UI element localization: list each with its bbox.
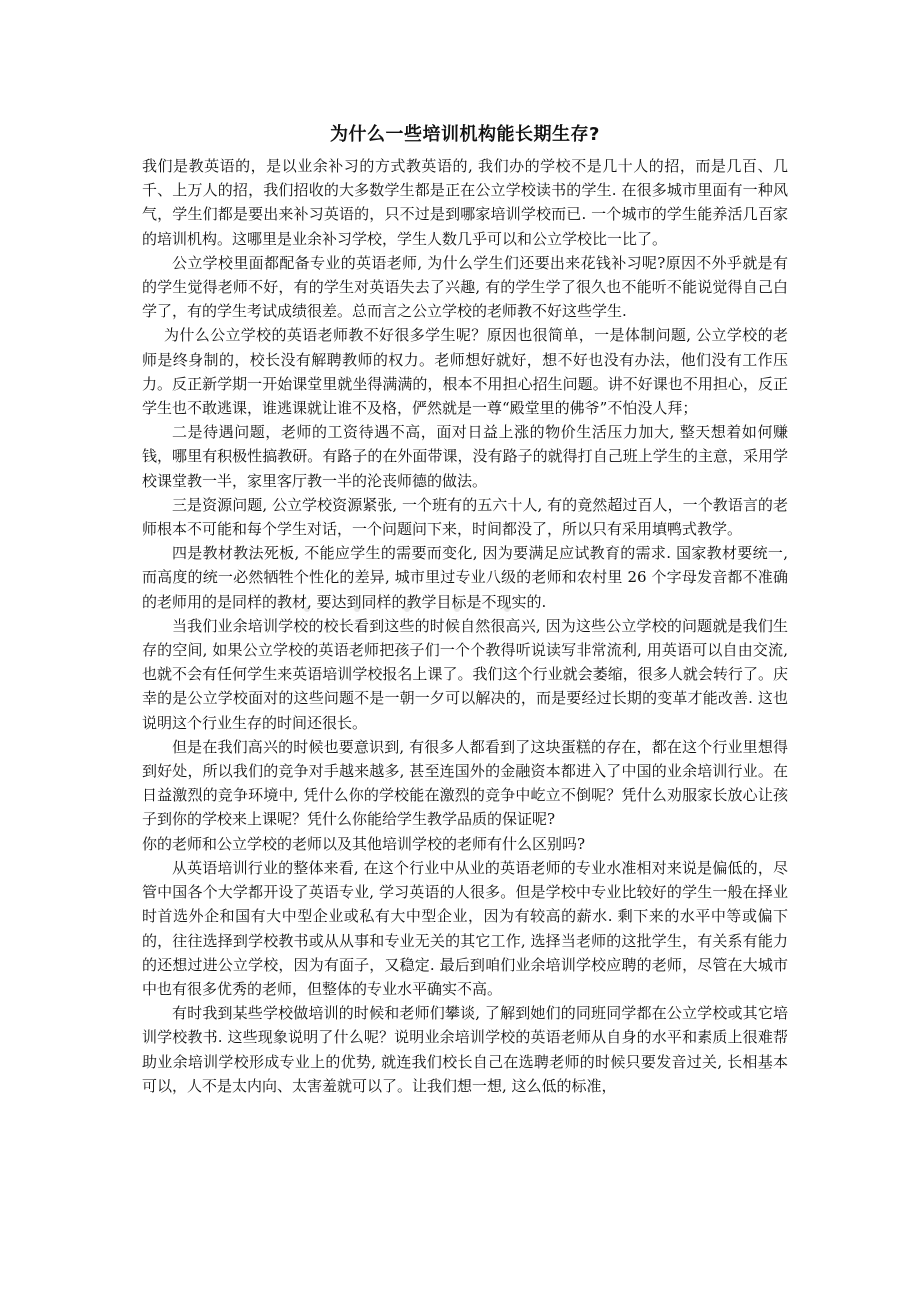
paragraph-resource-problem: 三是资源问题, 公立学校资源紧张, 一个班有的五六十人, 有的竟然超过百人，一个教语言的老师根本不可能和每个学生对话，一个问题问下来，时间都没了，所以只有采用填鸭式教学。	[142, 495, 788, 539]
paragraph-system-problem: 为什么公立学校的英语老师教不好很多学生呢？原因也很简单，一是体制问题, 公立学校的老师是终身制的，校长没有解聘教师的权力。老师想好就好，想不好也没有办法，他们没有工作压力。反正新学期一开始课堂里就坐得满满的，根本不用担心招生问题。讲不好课也不用担心，反正学生也不敢逃课，谁逃课就让谁不及格，俨然就是一尊“殿堂里的佛爷”不怕没人拜；	[142, 326, 788, 418]
paragraph-public-school-teachers: 公立学校里面都配备专业的英语老师, 为什么学生们还要出来花钱补习呢?原因不外乎就是有的学生觉得老师不好，有的学生对英语失去了兴趣, 有的学生学了很久也不能听不能说觉得自己白学了，有的学生考试成绩很差。总而言之公立学校的老师教不好这些学生.	[142, 253, 788, 321]
document-body	[142, 118, 788, 1098]
paragraph-training-observations: 有时我到某些学校做培训的时候和老师们攀谈, 了解到她们的同班同学都在公立学校或其它培训学校教书. 这些现象说明了什么呢？说明业余培训学校的英语老师从自身的水平和素质上很难帮助业余培训学校形成专业上的优势, 就连我们校长自己在选聘老师的时候只要发音过关, 长相基本可以，人不是太内向、太害羞就可以了。让我们想一想, 这么低的标准，	[142, 1004, 788, 1095]
paragraph-competition: 但是在我们高兴的时候也要意识到, 有很多人都看到了这块蛋糕的存在，都在这个行业里想得到好处，所以我们的竞争对手越来越多, 甚至连国外的金融资本都进入了中国的业余培训行业。在日益激烈的竞争环境中, 凭什么你的学校能在激烈的竞争中屹立不倒呢？凭什么劝服家长放心让孩子到你的学校来上课呢？凭什么你能给学生教学品质的保证呢?	[142, 737, 788, 829]
paragraph-industry-overview: 从英语培训行业的整体来看, 在这个行业中从业的英语老师的专业水准相对来说是偏低的，尽管中国各个大学都开设了英语专业, 学习英语的人很多。但是学校中专业比较好的学生一般在择业时首选外企和国有大中型企业或私有大中型企业，因为有较高的薪水. 剩下来的水平中等或偏下的，往往选择到学校教书或从从事和专业无关的其它工作, 选择当老师的这批学生，有关系有能力的还想过进公立学校，因为有面子，又稳定. 最后到咱们业余培训学校应聘的老师，尽管在大城市中也有很多优秀的老师，但整体的专业水平确实不高。	[142, 858, 788, 998]
paragraph-survival-space: 当我们业余培训学校的校长看到这些的时候自然很高兴, 因为这些公立学校的问题就是我们生存的空间, 如果公立学校的英语老师把孩子们一个个教得听说读写非常流利, 用英语可以自由交流, 也就不会有任何学生来英语培训学校报名上课了。我们这个行业就会萎缩，很多人就会转行了。庆幸的是公立学校面对的这些问题不是一朝一夕可以解决的，而是要经过长期的变革才能改善. 这也说明这个行业生存的时间还很长。	[142, 616, 788, 732]
document-title: 为什么一些培训机构能长期生存?	[330, 124, 600, 145]
paragraph-teacher-difference-question: 你的老师和公立学校的老师以及其他培训学校的老师有什么区别吗?	[142, 834, 586, 853]
paragraph-teaching-materials: 四是教材教法死板, 不能应学生的需要而变化, 因为要满足应试教育的需求. 国家教材要统一, 而高度的统一必然牺牲个性化的差异, 城市里过专业八级的老师和农村里 26 个字母发音都不准确的老师用的是同样的教材, 要达到同样的教学目标是不现实的.	[142, 544, 788, 611]
paragraph-intro: 我们是教英语的，是以业余补习的方式教英语的, 我们办的学校不是几十人的招，而是几百、几千、上万人的招，我们招收的大多数学生都是正在公立学校读书的学生. 在很多城市里面有一种风气，学生们都是要出来补习英语的，只不过是到哪家培训学校而已. 一个城市的学生能养活几百家的培训机构。这哪里是业余补习学校，学生人数几乎可以和公立学校比一比了。	[142, 157, 788, 248]
paragraph-salary-problem: 二是待遇问题，老师的工资待遇不高，面对日益上涨的物价生活压力加大, 整天想着如何赚钱，哪里有积极性搞教研。有路子的在外面带课，没有路子的就得打自己班上学生的主意，采用学校课堂教一半，家里客厅教一半的沦丧师德的做法。	[142, 423, 788, 490]
